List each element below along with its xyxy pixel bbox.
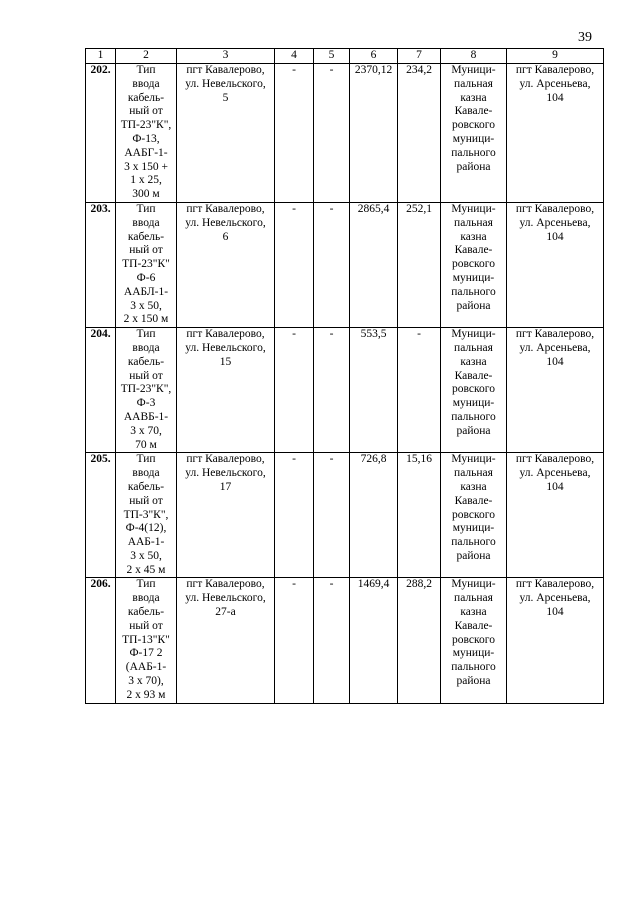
row-number: 205. bbox=[86, 453, 116, 578]
owner: Муници- пальная казна Кавале- ровского муници- пального района bbox=[441, 202, 507, 327]
object-name: Тип ввода кабель- ный от ТП-23"К", Ф-13, ААБГ-1- 3 х 150 + 1 х 25, 300 м bbox=[116, 64, 177, 203]
property-register-table bbox=[85, 48, 604, 704]
table-row bbox=[86, 328, 604, 453]
col7-value: 252,1 bbox=[398, 202, 441, 327]
object-address: пгт Кавалерово, ул. Невельского, 5 bbox=[177, 64, 275, 203]
col6-value: 553,5 bbox=[350, 328, 398, 453]
col4-value: - bbox=[275, 453, 314, 578]
object-address: пгт Кавалерово, ул. Невельского, 6 bbox=[177, 202, 275, 327]
col4-value: - bbox=[275, 202, 314, 327]
col4-value: - bbox=[275, 328, 314, 453]
col4-value: - bbox=[275, 64, 314, 203]
table-row bbox=[86, 578, 604, 703]
col4-value: - bbox=[275, 578, 314, 703]
owner: Муници- пальная казна Кавале- ровского муници- пального района bbox=[441, 453, 507, 578]
col5-value: - bbox=[314, 202, 350, 327]
object-address: пгт Кавалерово, ул. Невельского, 27-а bbox=[177, 578, 275, 703]
column-header: 1 bbox=[86, 49, 116, 64]
column-header: 5 bbox=[314, 49, 350, 64]
owner: Муници- пальная казна Кавале- ровского муници- пального района bbox=[441, 64, 507, 203]
object-name: Тип ввода кабель- ный от ТП-13"К" Ф-17 2 (ААБ-1- 3 х 70), 2 х 93 м bbox=[116, 578, 177, 703]
owner: Муници- пальная казна Кавале- ровского муници- пального района bbox=[441, 578, 507, 703]
column-header: 7 bbox=[398, 49, 441, 64]
column-number-row bbox=[86, 49, 604, 64]
object-name: Тип ввода кабель- ный от ТП-23"К", Ф-3 ААВБ-1- 3 х 70, 70 м bbox=[116, 328, 177, 453]
owner: Муници- пальная казна Кавале- ровского муници- пального района bbox=[441, 328, 507, 453]
col5-value: - bbox=[314, 453, 350, 578]
col7-value: 15,16 bbox=[398, 453, 441, 578]
col6-value: 1469,4 bbox=[350, 578, 398, 703]
row-number: 202. bbox=[86, 64, 116, 203]
col5-value: - bbox=[314, 64, 350, 203]
row-number: 203. bbox=[86, 202, 116, 327]
row-number: 206. bbox=[86, 578, 116, 703]
object-address: пгт Кавалерово, ул. Невельского, 15 bbox=[177, 328, 275, 453]
col6-value: 2865,4 bbox=[350, 202, 398, 327]
column-header: 8 bbox=[441, 49, 507, 64]
col7-value: - bbox=[398, 328, 441, 453]
column-header: 3 bbox=[177, 49, 275, 64]
column-header: 9 bbox=[507, 49, 604, 64]
owner-address: пгт Кавалерово, ул. Арсеньева, 104 bbox=[507, 328, 604, 453]
table-row bbox=[86, 64, 604, 203]
object-address: пгт Кавалерово, ул. Невельского, 17 bbox=[177, 453, 275, 578]
column-header: 2 bbox=[116, 49, 177, 64]
col5-value: - bbox=[314, 328, 350, 453]
column-header: 6 bbox=[350, 49, 398, 64]
page-number: 39 bbox=[578, 30, 592, 45]
owner-address: пгт Кавалерово, ул. Арсеньева, 104 bbox=[507, 202, 604, 327]
col6-value: 726,8 bbox=[350, 453, 398, 578]
row-number: 204. bbox=[86, 328, 116, 453]
table-row bbox=[86, 453, 604, 578]
col5-value: - bbox=[314, 578, 350, 703]
object-name: Тип ввода кабель- ный от ТП-23"К" Ф-6 ААБЛ-1- 3 х 50, 2 х 150 м bbox=[116, 202, 177, 327]
column-header: 4 bbox=[275, 49, 314, 64]
object-name: Тип ввода кабель- ный от ТП-3"К", Ф-4(12), ААБ-1- 3 х 50, 2 х 45 м bbox=[116, 453, 177, 578]
col6-value: 2370,12 bbox=[350, 64, 398, 203]
col7-value: 234,2 bbox=[398, 64, 441, 203]
owner-address: пгт Кавалерово, ул. Арсеньева, 104 bbox=[507, 453, 604, 578]
col7-value: 288,2 bbox=[398, 578, 441, 703]
table-row bbox=[86, 202, 604, 327]
owner-address: пгт Кавалерово, ул. Арсеньева, 104 bbox=[507, 578, 604, 703]
owner-address: пгт Кавалерово, ул. Арсеньева, 104 bbox=[507, 64, 604, 203]
